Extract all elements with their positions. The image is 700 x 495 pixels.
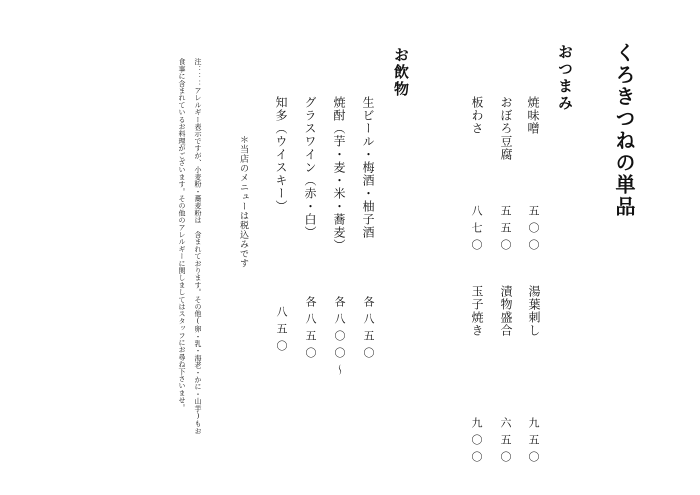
menu-item-name: グラスワイン（赤・白） (303, 96, 317, 239)
menu-item-price: 五五〇 (499, 205, 512, 256)
allergy-note-line-2: 食事に含まれているお料理がございます。その他のアレルギーに関しましてはスタッフにお尋ね下さいませ。 (178, 58, 186, 411)
menu-item-name: 漬物盛合 (499, 285, 513, 337)
menu-item-price: 五〇〇 (527, 205, 540, 256)
menu-item-name: 生ビール・梅酒・柚子酒 (361, 96, 375, 239)
menu-item-name: 湯葉刺し (527, 285, 541, 337)
menu-item-price: 各八五〇 (304, 296, 317, 364)
tax-note: ＊当店のメニューは税込みです (238, 135, 248, 268)
menu-item-price: 各八五〇 (362, 296, 375, 364)
menu-item-name: 知多（ウイスキー） (274, 96, 288, 213)
menu-item-name: 玉子焼き (470, 285, 484, 337)
menu-item-price: 九〇〇 (470, 417, 483, 468)
menu-item-price: 八七〇 (470, 205, 483, 256)
menu-item-name: おぼろ豆腐 (499, 96, 513, 161)
menu-item-price: 各八〇〇〜 (333, 296, 346, 381)
menu-item-name: 焼味噌 (526, 96, 540, 135)
menu-item-price: 九五〇 (527, 417, 540, 468)
menu-item-name: 焼酎（芋・麦・米・蕎麦） (332, 96, 346, 252)
menu-item-price: 六五〇 (499, 417, 512, 468)
section-heading-drinks: お飲物 (392, 47, 410, 98)
allergy-note-line-1: 注：：：アレルギー表示ですが、小麦粉・蕎麦粉は 含まれております。その他(卵・乳・海老・かに・山芋)もお (194, 58, 202, 435)
section-heading-otsumami: おつまみ (556, 44, 574, 112)
menu-item-name: 板わさ (470, 96, 484, 135)
page-title: くろきつねの単品 (612, 42, 636, 218)
menu-item-price: 八五〇 (275, 306, 288, 357)
